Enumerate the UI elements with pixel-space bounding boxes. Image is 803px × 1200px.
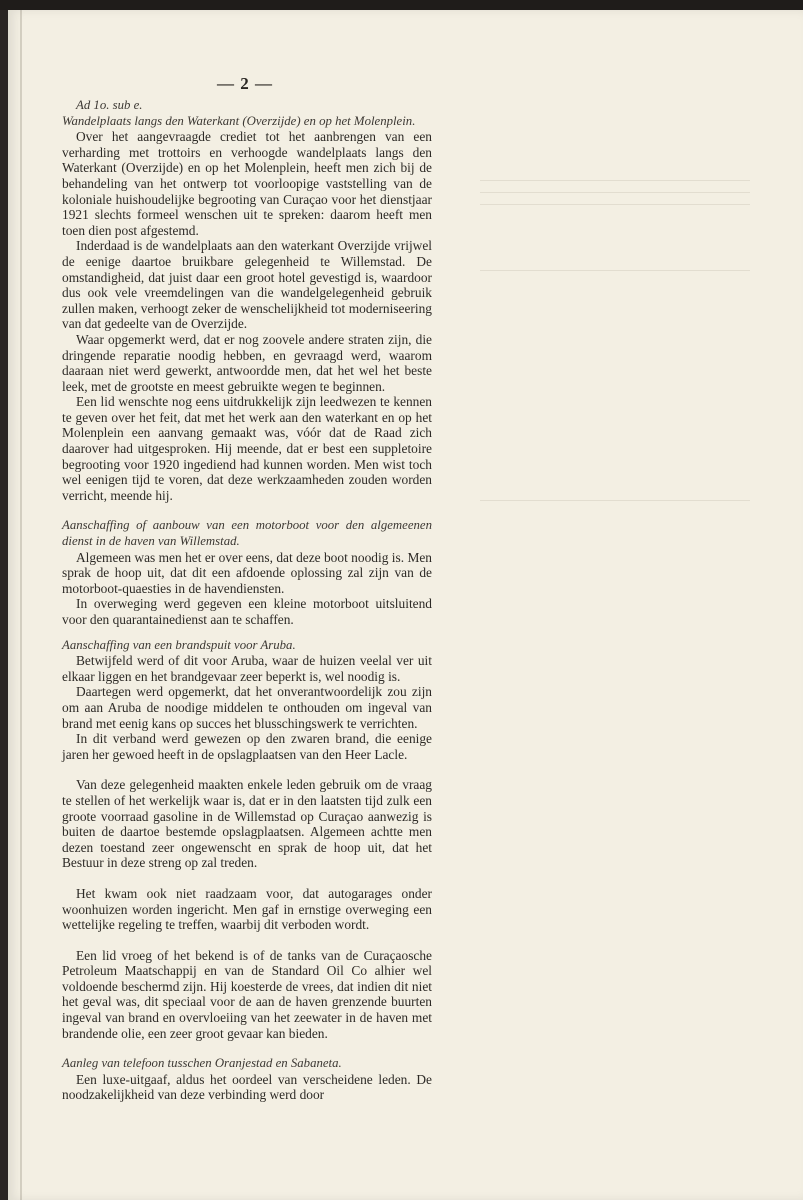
section-heading: Wandelplaats langs den Waterkant (Overzijde) en op het Molenplein.: [62, 113, 416, 128]
section-spacer: [62, 933, 432, 948]
paragraph: Daartegen werd opgemerkt, dat het onverantwoordelijk zou zijn om aan Aruba de noodige middelen te onthouden om ingeval van brand met eenig kans op succes het blusschingswerk te verrichten.: [62, 684, 432, 731]
section-spacer: [62, 871, 432, 886]
section-spacer: [62, 503, 432, 518]
section-heading: Aanschaffing van een brandspuit voor Aruba.: [62, 637, 296, 652]
paragraph: Een luxe-uitgaaf, aldus het oordeel van verscheidene leden. De noodzakelijkheid van deze verbinding werd door: [62, 1071, 432, 1103]
paragraph: Van deze gelegenheid maakten enkele leden gebruik om de vraag te stellen of het werkelijk waar is, dat er in den laatsten tijd zulk een groote voorraad gasoline in de Willemstad op Curaçao aanwezig is buiten de daartoe bestemde opslagplaatsen. Algemeen achtte men dezen toestand zeer ongewenscht en sprak de hoop uit, dat het Bestuur in deze streng op zal treden.: [62, 777, 432, 871]
section-spacer: [62, 762, 432, 777]
section-heading: Aanleg van telefoon tusschen Oranjestad en Sabaneta.: [62, 1056, 342, 1071]
paragraph: Algemeen was men het er over eens, dat deze boot noodig is. Men sprak de hoop uit, dat dit een afdoende oplossing zal zijn van de motorboot-quaesties in de havendiensten.: [62, 549, 432, 596]
scan-top-edge: [0, 0, 803, 10]
paragraph: In dit verband werd gewezen op den zwaren brand, die eenige jaren her gewoed heeft in de opslagplaatsen van den Heer Lacle.: [62, 731, 432, 762]
page-fold: [20, 10, 22, 1200]
section-heading: Ad 1o. sub e.: [76, 98, 143, 112]
page-number: — 2 —: [217, 74, 273, 93]
paragraph: Betwijfeld werd of dit voor Aruba, waar de huizen veelal ver uit elkaar liggen en het brandgevaar zeer beperkt is, wel noodig is.: [62, 653, 432, 684]
paragraph: Waar opgemerkt werd, dat er nog zoovele andere straten zijn, die dringende reparatie noodig hebben, en gevraagd werd, waarom daaraan niet werd gewerkt, antwoordde men, dat het wel het beste leek, met de grootste en meest gebruikte wegen te beginnen.: [62, 331, 432, 394]
facing-page-show-through: [470, 80, 770, 380]
section-spacer: [62, 1041, 432, 1056]
paragraph: Een lid wenschte nog eens uitdrukkelijk zijn leedwezen te kennen te geven over het feit, dat met het werk aan den waterkant en op het Molenplein een aanvang gemaakt was, vóór dat de Raad zich daarover had uitgesproken. Hij meende, dat er best een suppletoire begrooting voor 1920 ingediend had kunnen worden. Men wist toch wel eenigen tijd te voren, dat deze werkzaamheden zouden worden verricht, meende hij.: [62, 394, 432, 503]
paragraph: Over het aangevraagde crediet tot het aanbrengen van een verharding met trottoirs en verhoogde wandelplaats langs den Waterkant (Overzijde) en op het Molenplein, heeft men zich bij de behandeling van het ontwerp tot voorloopige vaststelling van de koloniale huishoudelijke begrooting van Curaçao voor het dienstjaar 1921 slechts formeel wenschen uit te spreken: daarom heeft men toen dien post afgestemd.: [62, 129, 432, 238]
paragraph: Inderdaad is de wandelplaats aan den waterkant Overzijde vrijwel de eenige daartoe bruikbare gelegenheid te Willemstad. De omstandigheid, dat juist daar een groot hotel gevestigd is, waardoor dus ook vele vreemdelingen van die wandelgelegenheid gebruik zullen maken, verhoogt zeker de wenschelijkheid tot moderniseering van dat gedeelte van de Overzijde.: [62, 238, 432, 332]
section-spacer: [62, 628, 432, 638]
paragraph: Een lid vroeg of het bekend is of de tanks van de Curaçaosche Petroleum Maatschappij en van de Standard Oil Co alhier wel voldoende beschermd zijn. Hij koesterde de vrees, dat indien dit niet het geval was, dit speciaal voor de aan de haven grenzende buurten ingeval van brand en overvloeiing van het zeewater in de haven met brandende olie, een zeer groot gevaar kan bieden.: [62, 947, 432, 1041]
section-heading: Aanschaffing of aanbouw van een motorboot voor den algemeenen dienst in de haven van Willemstad.: [62, 518, 432, 549]
paragraph: In overweging werd gegeven een kleine motorboot uitsluitend voor den quarantainedienst aan te schaffen.: [62, 596, 432, 627]
paragraph: Het kwam ook niet raadzaam voor, dat autogarages onder woonhuizen worden ingericht. Men gaf in ernstige overweging een wettelijke regeling te treffen, waarbij dit verboden wordt.: [62, 885, 432, 933]
document-body: [62, 98, 432, 1103]
